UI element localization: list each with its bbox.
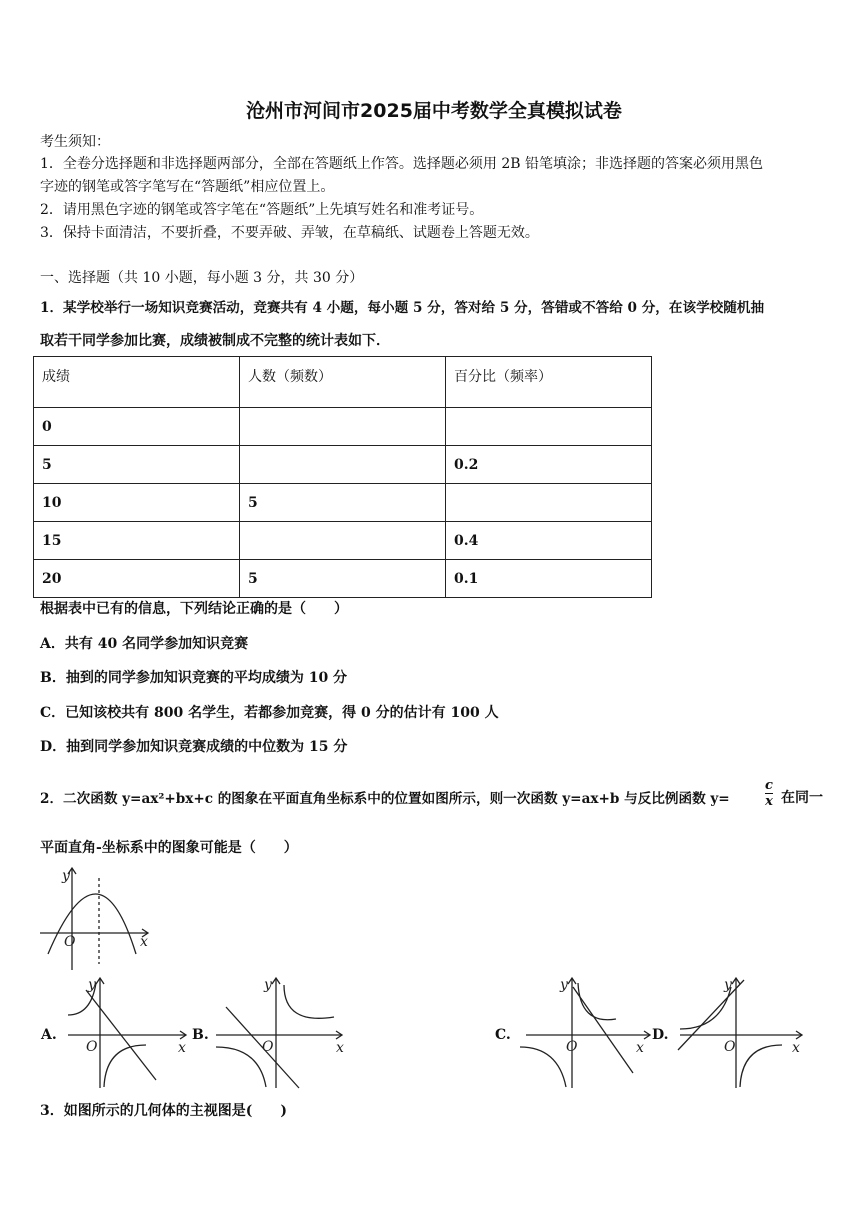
- q3-text: 3．如图所示的几何体的主视图是( ): [40, 1103, 287, 1119]
- cell: [446, 408, 652, 446]
- cell: 10: [34, 484, 240, 522]
- cell: [240, 408, 446, 446]
- page-title: 沧州市河间市2025届中考数学全真模拟试卷: [246, 100, 622, 122]
- option-c-graph[interactable]: [518, 975, 653, 1090]
- origin-label: O: [566, 1039, 578, 1055]
- table-header: 成绩: [34, 357, 240, 408]
- y-label: y: [62, 868, 70, 884]
- option-b-label[interactable]: B.: [192, 1027, 209, 1043]
- x-label: x: [140, 934, 148, 950]
- table-header: 人数（频数）: [240, 357, 446, 408]
- note-1: 1．全卷分选择题和非选择题两部分，全部在答题纸上作答。选择题必须用 2B 铅笔填涂；非选择题的答案必须用黑色: [40, 156, 763, 172]
- option-d-graph[interactable]: [676, 975, 806, 1090]
- table-row: [34, 446, 652, 484]
- fraction-c-over-x: [765, 778, 773, 809]
- cell: 20: [34, 560, 240, 598]
- section-heading: 一、选择题（共 10 小题，每小题 3 分，共 30 分）: [40, 270, 364, 286]
- score-table: [33, 356, 652, 598]
- origin-label: O: [724, 1039, 736, 1055]
- cell: 0.4: [446, 522, 652, 560]
- cell: 5: [240, 484, 446, 522]
- note-2: 2．请用黑色字迹的钢笔或答字笔在“答题纸”上先填写姓名和准考证号。: [40, 202, 484, 218]
- cell: 15: [34, 522, 240, 560]
- x-label: x: [636, 1040, 644, 1056]
- cell: 0.2: [446, 446, 652, 484]
- denominator: x: [765, 794, 773, 809]
- q1-option-d: D．抽到同学参加知识竞赛成绩的中位数为 15 分: [40, 739, 348, 755]
- option-d-label[interactable]: D.: [652, 1027, 669, 1043]
- y-label: y: [264, 977, 272, 993]
- q1-option-b: B．抽到的同学参加知识竞赛的平均成绩为 10 分: [40, 670, 348, 686]
- cell: 0.1: [446, 560, 652, 598]
- origin-label: O: [64, 934, 76, 950]
- y-label: y: [88, 977, 96, 993]
- q1-option-c: C．已知该校共有 800 名学生，若都参加竞赛，得 0 分的估计有 100 人: [40, 705, 499, 721]
- cell: [446, 484, 652, 522]
- q1-text: 1．某学校举行一场知识竞赛活动，竞赛共有 4 小题，每小题 5 分，答对给 5 分，答错或不答给 0 分，在该学校随机抽: [40, 300, 765, 316]
- numerator: c: [765, 778, 773, 793]
- table-row: [34, 484, 652, 522]
- q1-prompt: 根据表中已有的信息，下列结论正确的是（ ）: [40, 601, 348, 617]
- option-c-label[interactable]: C.: [495, 1027, 511, 1043]
- origin-label: O: [86, 1039, 98, 1055]
- x-label: x: [178, 1040, 186, 1056]
- option-b-graph[interactable]: [214, 975, 349, 1090]
- table-row: [34, 560, 652, 598]
- cell: 5: [34, 446, 240, 484]
- parabola-graph: [38, 864, 150, 972]
- q1-option-a: A．共有 40 名同学参加知识竞赛: [40, 636, 249, 652]
- note-1-cont: 字迹的钢笔或答字笔写在“答题纸”相应位置上。: [40, 179, 335, 195]
- table-row: [34, 408, 652, 446]
- q2-text: 2．二次函数 y=ax²+bx+c 的图象在平面直角坐标系中的位置如图所示，则一次函数 y=ax+b 与反比例函数 y=: [40, 791, 730, 807]
- notes-heading: 考生须知：: [40, 134, 110, 150]
- cell: 5: [240, 560, 446, 598]
- cell: [240, 522, 446, 560]
- origin-label: O: [262, 1039, 274, 1055]
- option-a-graph[interactable]: [66, 975, 188, 1090]
- option-a-label[interactable]: A.: [41, 1027, 57, 1043]
- table-row: [34, 522, 652, 560]
- y-label: y: [724, 977, 732, 993]
- cell: [240, 446, 446, 484]
- note-3: 3．保持卡面清洁，不要折叠，不要弄破、弄皱，在草稿纸、试题卷上答题无效。: [40, 225, 539, 241]
- y-label: y: [560, 977, 568, 993]
- table-header: 百分比（频率）: [446, 357, 652, 408]
- x-label: x: [336, 1040, 344, 1056]
- q2-text-cont: 平面直角-坐标系中的图象可能是（ ）: [40, 840, 298, 856]
- q2-text-end: 在同一: [781, 790, 823, 806]
- q1-text-cont: 取若干同学参加比赛，成绩被制成不完整的统计表如下．: [40, 333, 390, 349]
- cell: 0: [34, 408, 240, 446]
- x-label: x: [792, 1040, 800, 1056]
